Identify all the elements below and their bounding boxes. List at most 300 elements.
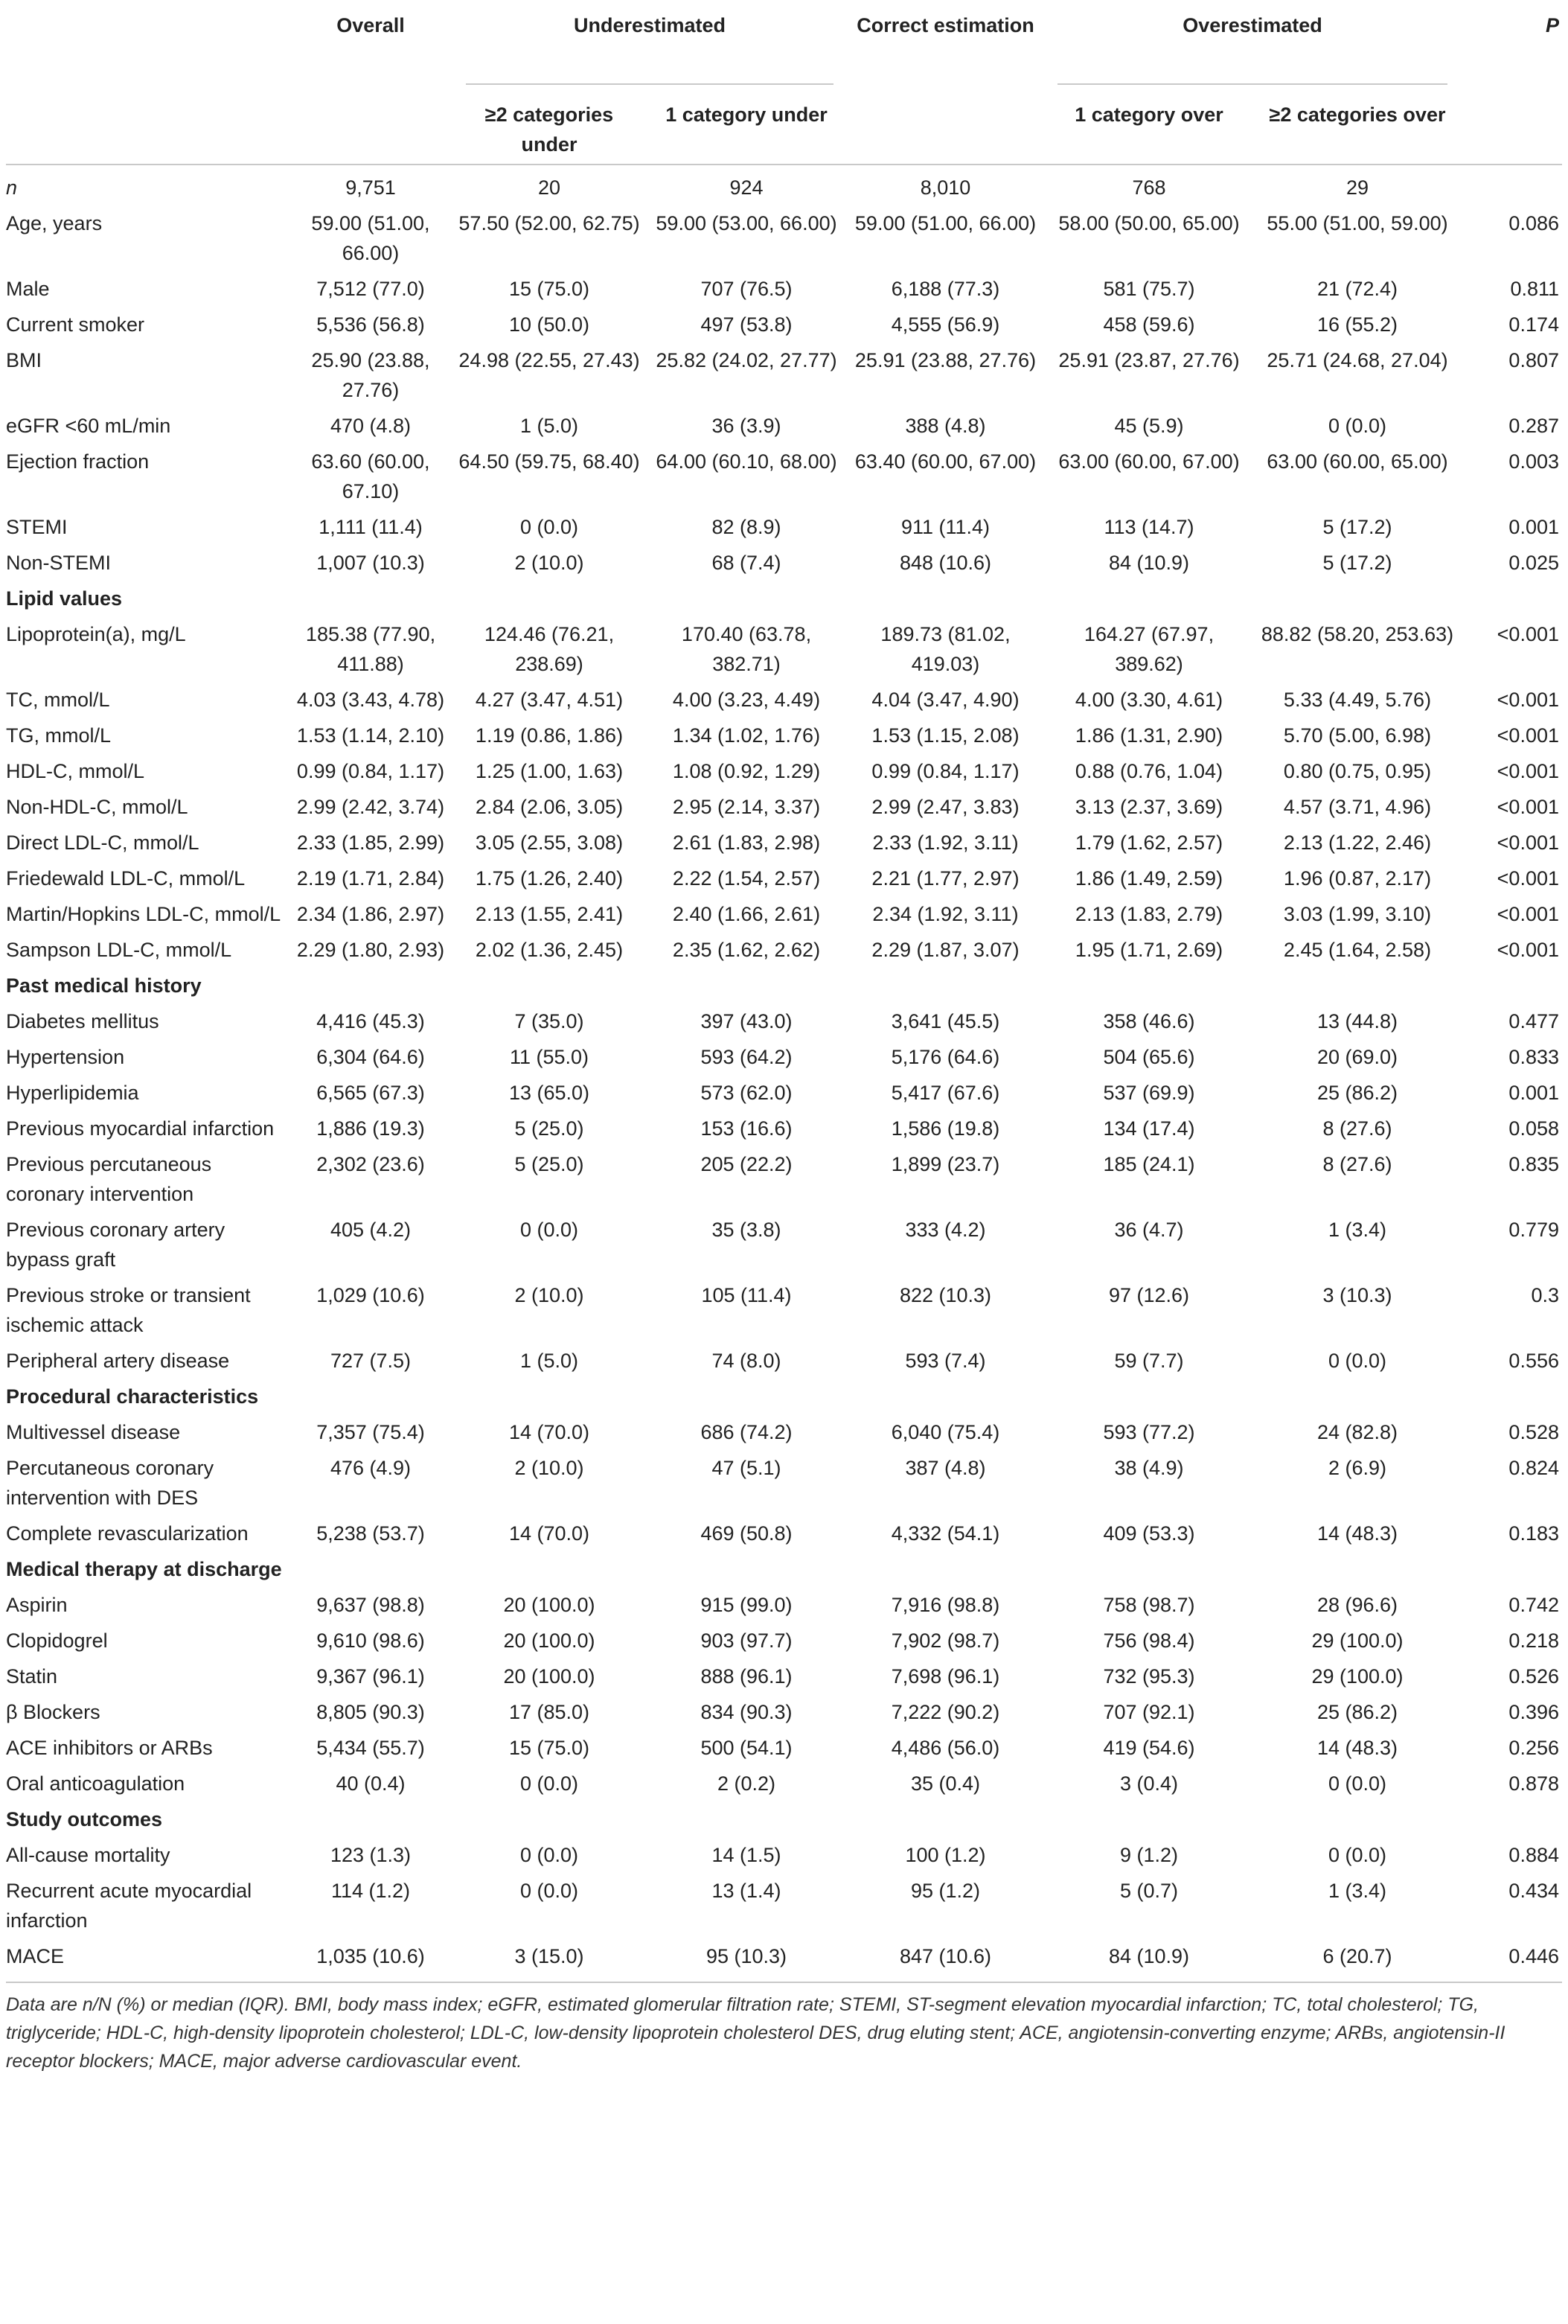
subheader-blank-p xyxy=(1461,85,1562,165)
table-row xyxy=(6,861,1562,896)
table-row xyxy=(6,1623,1562,1659)
row-label: HDL-C, mmol/L xyxy=(6,760,145,782)
cell-over-1: 504 (65.6) xyxy=(1103,1046,1195,1068)
cell-overall: 123 (1.3) xyxy=(330,1844,412,1866)
cell-overall: 6,304 (64.6) xyxy=(316,1046,425,1068)
table-row xyxy=(6,1516,1562,1551)
cell-p-value: 0.833 xyxy=(1508,1046,1559,1068)
cell-over-1: 97 (12.6) xyxy=(1108,1284,1190,1306)
cell-under-1: 105 (11.4) xyxy=(701,1284,792,1306)
table-row xyxy=(6,1414,1562,1450)
cell-under-2: 2.02 (1.36, 2.45) xyxy=(475,939,624,961)
subheader-over-2: ≥2 categories over xyxy=(1269,103,1446,126)
row-label: STEMI xyxy=(6,516,68,538)
cell-under-2: 14 (70.0) xyxy=(508,1522,590,1545)
cell-overall: 1,886 (19.3) xyxy=(316,1117,425,1140)
cell-over-2: 14 (48.3) xyxy=(1316,1737,1398,1759)
cell-under-1: 64.00 (60.10, 68.00) xyxy=(656,450,837,473)
cell-over-1: 113 (14.7) xyxy=(1104,516,1194,538)
header-overestimated-rule xyxy=(1057,83,1447,85)
cell-correct: 25.91 (23.88, 27.76) xyxy=(854,349,1037,371)
cell-under-2: 3.05 (2.55, 3.08) xyxy=(475,831,624,854)
cell-over-1: 36 (4.7) xyxy=(1114,1219,1184,1241)
cell-under-2: 20 (100.0) xyxy=(503,1665,595,1688)
cell-p-value: 0.884 xyxy=(1508,1844,1559,1866)
cell-over-1: 58.00 (50.00, 65.00) xyxy=(1058,212,1240,234)
table-row xyxy=(6,1111,1562,1146)
cell-under-2: 7 (35.0) xyxy=(514,1010,584,1032)
cell-under-2: 11 (55.0) xyxy=(509,1046,589,1068)
table-row xyxy=(6,753,1562,789)
section-title: Lipid values xyxy=(6,587,123,610)
cell-over-2: 20 (69.0) xyxy=(1316,1046,1398,1068)
row-label: Age, years xyxy=(6,212,103,234)
cell-p-value: 0.434 xyxy=(1508,1880,1559,1902)
cell-over-1: 581 (75.7) xyxy=(1103,278,1195,300)
row-label: Previous myocardial infarction xyxy=(6,1117,275,1140)
cell-under-1: 68 (7.4) xyxy=(711,552,781,574)
cell-overall: 2.34 (1.86, 2.97) xyxy=(296,903,445,925)
cell-overall: 7,357 (75.4) xyxy=(316,1421,425,1443)
cell-correct: 0.99 (0.84, 1.17) xyxy=(871,760,1020,782)
cell-overall: 40 (0.4) xyxy=(336,1772,406,1795)
row-label: MACE xyxy=(6,1945,65,1967)
cell-under-2: 15 (75.0) xyxy=(508,1737,590,1759)
cell-over-2: 29 (100.0) xyxy=(1311,1629,1404,1652)
cell-over-1: 3 (0.4) xyxy=(1119,1772,1179,1795)
table-row xyxy=(6,444,1562,509)
row-label: Previous percutaneous coronary intervention xyxy=(6,1153,212,1205)
row-label: BMI xyxy=(6,349,42,371)
cell-correct: 35 (0.4) xyxy=(910,1772,981,1795)
cell-under-1: 2.22 (1.54, 2.57) xyxy=(672,867,821,890)
cell-under-1: 834 (90.3) xyxy=(700,1701,793,1723)
section-title: Past medical history xyxy=(6,974,202,997)
row-label: Aspirin xyxy=(6,1594,68,1616)
cell-over-1: 2.13 (1.83, 2.79) xyxy=(1075,903,1223,925)
row-label: Multivessel disease xyxy=(6,1421,181,1443)
baseline-characteristics-table xyxy=(6,0,1562,1983)
table-row xyxy=(6,825,1562,861)
cell-under-2: 13 (65.0) xyxy=(508,1082,590,1104)
cell-under-2: 2.84 (2.06, 3.05) xyxy=(475,796,624,818)
section-title: Procedural characteristics xyxy=(6,1385,259,1408)
table-row xyxy=(6,1873,1562,1938)
cell-under-2: 1.75 (1.26, 2.40) xyxy=(475,867,624,890)
cell-p-value: 0.003 xyxy=(1508,450,1559,473)
cell-under-1: 59.00 (53.00, 66.00) xyxy=(656,212,837,234)
cell-under-1: 2.61 (1.83, 2.98) xyxy=(672,831,821,854)
cell-p-value: 0.477 xyxy=(1508,1010,1559,1032)
header-p-value: P xyxy=(1545,14,1559,36)
cell-overall: 9,610 (98.6) xyxy=(316,1629,425,1652)
cell-correct: 95 (1.2) xyxy=(910,1880,981,1902)
cell-under-2: 2 (10.0) xyxy=(514,1457,584,1479)
cell-over-1: 758 (98.7) xyxy=(1103,1594,1195,1616)
section-header-row xyxy=(6,1379,1562,1414)
cell-overall: 8,805 (90.3) xyxy=(316,1701,425,1723)
cell-overall: 4,416 (45.3) xyxy=(316,1010,425,1032)
row-label: Hypertension xyxy=(6,1046,125,1068)
cell-under-1: 2.35 (1.62, 2.62) xyxy=(672,939,821,961)
cell-over-2: 0.80 (0.75, 0.95) xyxy=(1283,760,1432,782)
cell-overall: 5,434 (55.7) xyxy=(316,1737,425,1759)
cell-over-2: 29 xyxy=(1345,176,1369,199)
cell-under-1: 915 (99.0) xyxy=(700,1594,793,1616)
cell-correct: 333 (4.2) xyxy=(905,1219,986,1241)
table-row xyxy=(6,165,1562,205)
cell-p-value: 0.742 xyxy=(1508,1594,1559,1616)
cell-p-value: 0.835 xyxy=(1508,1153,1559,1175)
row-label: Ejection fraction xyxy=(6,450,150,473)
cell-p-value xyxy=(1461,165,1562,205)
header-overestimated-label: Overestimated xyxy=(1183,14,1322,36)
subheader-blank-overall xyxy=(289,85,452,165)
cell-under-2: 3 (15.0) xyxy=(514,1945,584,1967)
cell-correct: 3,641 (45.5) xyxy=(891,1010,1000,1032)
cell-correct: 59.00 (51.00, 66.00) xyxy=(854,212,1037,234)
cell-under-1: 593 (64.2) xyxy=(700,1046,793,1068)
table-row xyxy=(6,1766,1562,1801)
cell-over-1: 38 (4.9) xyxy=(1114,1457,1184,1479)
subheader-under-2: ≥2 categories under xyxy=(484,103,614,156)
cell-under-2: 17 (85.0) xyxy=(508,1701,590,1723)
cell-under-1: 205 (22.2) xyxy=(700,1153,793,1175)
cell-p-value: <0.001 xyxy=(1497,760,1559,782)
row-label: Previous coronary artery bypass graft xyxy=(6,1219,225,1271)
cell-over-2: 8 (27.6) xyxy=(1322,1153,1392,1175)
cell-correct: 4,486 (56.0) xyxy=(891,1737,1000,1759)
cell-under-1: 497 (53.8) xyxy=(700,313,793,336)
cell-overall: 2.99 (2.42, 3.74) xyxy=(296,796,445,818)
row-label: Hyperlipidemia xyxy=(6,1082,139,1104)
cell-correct: 7,902 (98.7) xyxy=(891,1629,1000,1652)
cell-under-1: 82 (8.9) xyxy=(711,516,781,538)
table-row xyxy=(6,1039,1562,1075)
cell-correct: 7,222 (90.2) xyxy=(891,1701,1000,1723)
cell-overall: 2.29 (1.80, 2.93) xyxy=(296,939,445,961)
cell-under-2: 20 (100.0) xyxy=(503,1629,595,1652)
cell-overall: 185.38 (77.90, 411.88) xyxy=(305,623,436,675)
row-label: eGFR <60 mL/min xyxy=(6,415,171,437)
header-correct-estimation: Correct estimation xyxy=(857,14,1034,36)
cell-over-2: 1 (3.4) xyxy=(1328,1880,1387,1902)
cell-over-2: 1 (3.4) xyxy=(1328,1219,1387,1241)
table-row xyxy=(6,789,1562,825)
cell-under-2: 0 (0.0) xyxy=(519,1772,579,1795)
header-underestimated-label: Underestimated xyxy=(573,14,726,36)
cell-under-1: 469 (50.8) xyxy=(700,1522,793,1545)
header-overestimated xyxy=(1044,0,1461,85)
cell-over-2: 63.00 (60.00, 65.00) xyxy=(1267,450,1448,473)
cell-under-2: 24.98 (22.55, 27.43) xyxy=(458,349,640,371)
table-row xyxy=(6,1938,1562,1982)
cell-over-2: 5 (17.2) xyxy=(1322,552,1392,574)
table-row xyxy=(6,718,1562,753)
cell-correct: 593 (7.4) xyxy=(905,1350,986,1372)
cell-under-2: 2.13 (1.55, 2.41) xyxy=(475,903,624,925)
cell-under-2: 1 (5.0) xyxy=(519,415,579,437)
subheader-over-1: 1 category over xyxy=(1075,103,1223,126)
cell-over-1: 458 (59.6) xyxy=(1103,313,1195,336)
row-label: Martin/Hopkins LDL-C, mmol/L xyxy=(6,903,281,925)
cell-under-1: 153 (16.6) xyxy=(700,1117,793,1140)
cell-over-2: 0 (0.0) xyxy=(1328,1772,1387,1795)
row-label: Complete revascularization xyxy=(6,1522,249,1545)
header-overall: Overall xyxy=(336,14,405,36)
subheader-blank-correct xyxy=(847,85,1044,165)
cell-overall: 9,751 xyxy=(345,176,396,199)
cell-over-1: 1.95 (1.71, 2.69) xyxy=(1075,939,1223,961)
cell-overall: 5,536 (56.8) xyxy=(316,313,425,336)
cell-under-1: 686 (74.2) xyxy=(700,1421,793,1443)
cell-correct: 4,555 (56.9) xyxy=(891,313,1000,336)
cell-under-1: 47 (5.1) xyxy=(711,1457,781,1479)
cell-under-2: 0 (0.0) xyxy=(519,1880,579,1902)
row-label: Recurrent acute myocardial infarction xyxy=(6,1880,252,1932)
cell-under-2: 15 (75.0) xyxy=(508,278,590,300)
cell-under-2: 0 (0.0) xyxy=(519,516,579,538)
cell-over-2: 4.57 (3.71, 4.96) xyxy=(1283,796,1432,818)
table-row xyxy=(6,896,1562,932)
section-header-row xyxy=(6,1801,1562,1837)
cell-under-1: 36 (3.9) xyxy=(711,415,781,437)
cell-correct: 7,916 (98.8) xyxy=(891,1594,1000,1616)
cell-over-1: 5 (0.7) xyxy=(1119,1880,1179,1902)
cell-under-1: 25.82 (24.02, 27.77) xyxy=(656,349,837,371)
cell-p-value: 0.811 xyxy=(1510,278,1559,300)
row-label: β Blockers xyxy=(6,1701,100,1723)
cell-over-2: 3 (10.3) xyxy=(1322,1284,1392,1306)
table-row xyxy=(6,682,1562,718)
cell-over-1: 732 (95.3) xyxy=(1103,1665,1195,1688)
cell-correct: 911 (11.4) xyxy=(900,516,991,538)
table-row xyxy=(6,1003,1562,1039)
table-row xyxy=(6,1343,1562,1379)
cell-over-2: 21 (72.4) xyxy=(1316,278,1398,300)
cell-over-1: 25.91 (23.87, 27.76) xyxy=(1058,349,1240,371)
cell-under-1: 500 (54.1) xyxy=(700,1737,793,1759)
cell-under-1: 707 (76.5) xyxy=(700,278,793,300)
section-header-row xyxy=(6,581,1562,616)
cell-over-1: 134 (17.4) xyxy=(1103,1117,1195,1140)
cell-p-value: <0.001 xyxy=(1497,831,1559,854)
row-label: Current smoker xyxy=(6,313,145,336)
table-row xyxy=(6,616,1562,682)
table-row xyxy=(6,1212,1562,1277)
row-label: Statin xyxy=(6,1665,58,1688)
section-title: Study outcomes xyxy=(6,1808,163,1830)
row-label: TG, mmol/L xyxy=(6,724,112,747)
cell-p-value: 0.807 xyxy=(1508,349,1559,371)
cell-overall: 63.60 (60.00, 67.10) xyxy=(311,450,430,502)
cell-p-value: 0.779 xyxy=(1508,1219,1559,1241)
cell-overall: 9,367 (96.1) xyxy=(316,1665,425,1688)
cell-overall: 7,512 (77.0) xyxy=(316,278,425,300)
cell-over-1: 358 (46.6) xyxy=(1103,1010,1195,1032)
cell-over-1: 0.88 (0.76, 1.04) xyxy=(1075,760,1223,782)
section-header-row xyxy=(6,1551,1562,1587)
cell-p-value: 0.086 xyxy=(1508,212,1559,234)
cell-over-1: 4.00 (3.30, 4.61) xyxy=(1075,689,1223,711)
cell-overall: 2.19 (1.71, 2.84) xyxy=(296,867,445,890)
cell-over-2: 24 (82.8) xyxy=(1316,1421,1398,1443)
cell-overall: 405 (4.2) xyxy=(330,1219,412,1241)
cell-under-2: 57.50 (52.00, 62.75) xyxy=(458,212,640,234)
cell-under-1: 903 (97.7) xyxy=(700,1629,793,1652)
cell-overall: 1.53 (1.14, 2.10) xyxy=(296,724,445,747)
cell-over-2: 14 (48.3) xyxy=(1316,1522,1398,1545)
cell-correct: 100 (1.2) xyxy=(905,1844,986,1866)
cell-under-2: 14 (70.0) xyxy=(508,1421,590,1443)
section-header-row xyxy=(6,968,1562,1003)
cell-over-1: 537 (69.9) xyxy=(1103,1082,1195,1104)
cell-correct: 387 (4.8) xyxy=(905,1457,986,1479)
cell-p-value: <0.001 xyxy=(1497,689,1559,711)
cell-under-1: 573 (62.0) xyxy=(700,1082,793,1104)
table-row xyxy=(6,1730,1562,1766)
row-label: Non-STEMI xyxy=(6,552,112,574)
row-label: Previous stroke or transient ischemic attack xyxy=(6,1284,251,1336)
cell-correct: 1,586 (19.8) xyxy=(891,1117,1000,1140)
cell-over-1: 45 (5.9) xyxy=(1114,415,1184,437)
cell-p-value: 0.183 xyxy=(1508,1522,1559,1545)
row-label: n xyxy=(6,176,18,199)
cell-under-1: 888 (96.1) xyxy=(700,1665,793,1688)
cell-over-1: 756 (98.4) xyxy=(1103,1629,1195,1652)
cell-over-1: 409 (53.3) xyxy=(1103,1522,1195,1545)
cell-over-2: 13 (44.8) xyxy=(1316,1010,1398,1032)
table-row xyxy=(6,545,1562,581)
cell-correct: 1,899 (23.7) xyxy=(891,1153,1000,1175)
cell-under-2: 0 (0.0) xyxy=(519,1219,579,1241)
cell-over-2: 2.45 (1.64, 2.58) xyxy=(1283,939,1432,961)
cell-correct: 4.04 (3.47, 4.90) xyxy=(871,689,1020,711)
row-label: Direct LDL-C, mmol/L xyxy=(6,831,199,854)
cell-over-2: 55.00 (51.00, 59.00) xyxy=(1267,212,1448,234)
cell-over-1: 84 (10.9) xyxy=(1108,1945,1190,1967)
table-body xyxy=(6,165,1562,1982)
cell-over-1: 1.86 (1.49, 2.59) xyxy=(1075,867,1223,890)
row-label: Non-HDL-C, mmol/L xyxy=(6,796,188,818)
cell-overall: 0.99 (0.84, 1.17) xyxy=(296,760,445,782)
row-label: TC, mmol/L xyxy=(6,689,110,711)
cell-p-value: <0.001 xyxy=(1497,867,1559,890)
cell-p-value: 0.001 xyxy=(1508,1082,1559,1104)
table-footnote: Data are n/N (%) or median (IQR). BMI, body mass index; eGFR, estimated glomerular filtration rate; STEMI, ST-segment elevation myocardial infarction; TC, total cholesterol; TG, triglyceride; HDL-C, high-density lipoprotein cholesterol; LDL-C, low-density lipoprotein cholesterol DES, drug eluting stent; ACE, angiotensin-converting enzyme; ARBs, angiotensin-II receptor blockers; MACE, major adverse cardiovascular event. xyxy=(6,1994,1505,2072)
row-label: Clopidogrel xyxy=(6,1629,108,1652)
cell-correct: 2.29 (1.87, 3.07) xyxy=(871,939,1020,961)
cell-overall: 1,035 (10.6) xyxy=(316,1945,425,1967)
cell-over-1: 768 xyxy=(1132,176,1166,199)
cell-over-1: 593 (77.2) xyxy=(1103,1421,1195,1443)
cell-correct: 2.33 (1.92, 3.11) xyxy=(872,831,1019,854)
cell-overall: 1,007 (10.3) xyxy=(316,552,425,574)
cell-over-1: 185 (24.1) xyxy=(1103,1153,1195,1175)
cell-overall: 4.03 (3.43, 4.78) xyxy=(296,689,445,711)
cell-p-value: 0.218 xyxy=(1508,1629,1559,1652)
cell-over-2: 6 (20.7) xyxy=(1322,1945,1392,1967)
cell-p-value: 0.058 xyxy=(1508,1117,1559,1140)
cell-under-2: 5 (25.0) xyxy=(514,1117,584,1140)
cell-under-1: 1.08 (0.92, 1.29) xyxy=(672,760,821,782)
cell-under-1: 1.34 (1.02, 1.76) xyxy=(672,724,821,747)
cell-overall: 114 (1.2) xyxy=(330,1880,411,1902)
cell-over-1: 707 (92.1) xyxy=(1103,1701,1195,1723)
cell-under-1: 170.40 (63.78, 382.71) xyxy=(681,623,812,675)
header-underestimated xyxy=(452,0,847,85)
cell-over-1: 1.79 (1.62, 2.57) xyxy=(1075,831,1223,854)
table-row xyxy=(6,1277,1562,1343)
cell-over-2: 29 (100.0) xyxy=(1311,1665,1404,1688)
cell-p-value: 0.556 xyxy=(1508,1350,1559,1372)
cell-overall: 6,565 (67.3) xyxy=(316,1082,425,1104)
cell-over-2: 5.70 (5.00, 6.98) xyxy=(1283,724,1432,747)
cell-under-2: 64.50 (59.75, 68.40) xyxy=(458,450,640,473)
cell-over-2: 28 (96.6) xyxy=(1316,1594,1398,1616)
cell-overall: 476 (4.9) xyxy=(330,1457,412,1479)
cell-under-1: 924 xyxy=(729,176,764,199)
cell-over-2: 88.82 (58.20, 253.63) xyxy=(1261,623,1454,645)
cell-under-1: 95 (10.3) xyxy=(705,1945,787,1967)
cell-under-1: 2.40 (1.66, 2.61) xyxy=(672,903,821,925)
cell-correct: 63.40 (60.00, 67.00) xyxy=(854,450,1037,473)
cell-p-value: 0.174 xyxy=(1508,313,1559,336)
cell-correct: 2.21 (1.77, 2.97) xyxy=(871,867,1020,890)
cell-correct: 6,188 (77.3) xyxy=(891,278,1000,300)
cell-over-2: 25.71 (24.68, 27.04) xyxy=(1267,349,1448,371)
cell-under-1: 35 (3.8) xyxy=(711,1219,781,1241)
cell-p-value: 0.256 xyxy=(1508,1737,1559,1759)
cell-overall: 9,637 (98.8) xyxy=(316,1594,425,1616)
section-title: Medical therapy at discharge xyxy=(6,1558,282,1580)
cell-under-2: 2 (10.0) xyxy=(514,552,584,574)
cell-overall: 2,302 (23.6) xyxy=(316,1153,425,1175)
cell-p-value: <0.001 xyxy=(1497,623,1559,645)
table-row xyxy=(6,342,1562,408)
cell-over-1: 164.27 (67.97, 389.62) xyxy=(1084,623,1215,675)
subheader-blank xyxy=(6,85,289,165)
cell-under-2: 0 (0.0) xyxy=(519,1844,579,1866)
cell-over-2: 2 (6.9) xyxy=(1328,1457,1387,1479)
cell-p-value: 0.824 xyxy=(1508,1457,1559,1479)
table-row xyxy=(6,1450,1562,1516)
cell-correct: 189.73 (81.02, 419.03) xyxy=(880,623,1011,675)
cell-over-1: 1.86 (1.31, 2.90) xyxy=(1075,724,1223,747)
cell-under-2: 4.27 (3.47, 4.51) xyxy=(475,689,624,711)
subheader-under-1: 1 category under xyxy=(665,103,828,126)
cell-p-value: 0.528 xyxy=(1508,1421,1559,1443)
cell-p-value: 0.287 xyxy=(1508,415,1559,437)
table-row xyxy=(6,1587,1562,1623)
cell-p-value: 0.025 xyxy=(1508,552,1559,574)
cell-over-2: 8 (27.6) xyxy=(1322,1117,1392,1140)
cell-over-2: 3.03 (1.99, 3.10) xyxy=(1283,903,1432,925)
cell-overall: 5,238 (53.7) xyxy=(316,1522,425,1545)
cell-correct: 7,698 (96.1) xyxy=(891,1665,1000,1688)
table-row xyxy=(6,932,1562,968)
row-label: Sampson LDL-C, mmol/L xyxy=(6,939,232,961)
cell-over-2: 0 (0.0) xyxy=(1328,415,1387,437)
cell-under-1: 2.95 (2.14, 3.37) xyxy=(672,796,821,818)
cell-under-2: 20 xyxy=(537,176,561,199)
cell-p-value: 0.878 xyxy=(1508,1772,1559,1795)
cell-under-2: 1.19 (0.86, 1.86) xyxy=(475,724,624,747)
cell-correct: 2.34 (1.92, 3.11) xyxy=(872,903,1019,925)
cell-under-2: 10 (50.0) xyxy=(508,313,590,336)
cell-under-2: 2 (10.0) xyxy=(514,1284,584,1306)
cell-overall: 1,111 (11.4) xyxy=(319,516,423,538)
